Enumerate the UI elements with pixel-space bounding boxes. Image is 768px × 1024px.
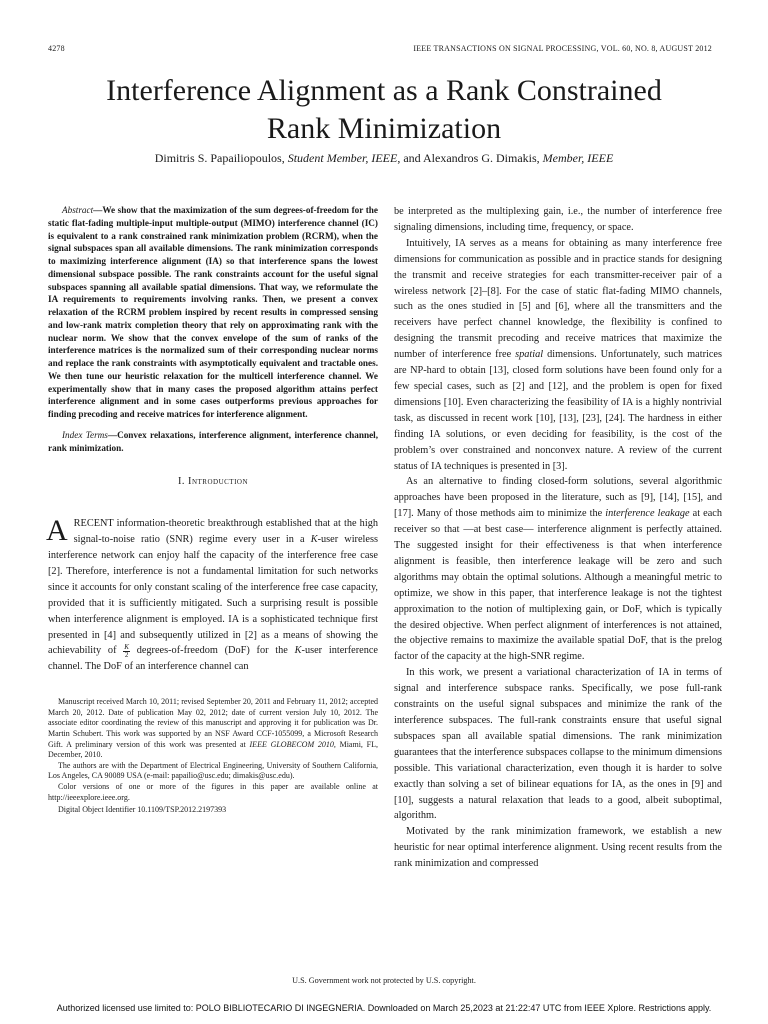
index-terms-text: —Convex relaxations, interference alignment, interference channel, rank minimization. [48, 429, 378, 453]
right-paragraph-1 [394, 236, 722, 475]
footnote-manuscript [48, 697, 378, 761]
journal-info: IEEE TRANSACTIONS ON SIGNAL PROCESSING, VOL. 60, NO. 8, AUGUST 2012 [413, 44, 712, 53]
title-line-1: Interference Alignment as a Rank Constrained [106, 74, 662, 107]
paper-title [40, 72, 728, 148]
author-joiner: , and Alexandros G. Dimakis, [397, 151, 540, 165]
license-line: Authorized licensed use limited to: POLO BIBLIOTECARIO DI INGEGNERIA. Downloaded on March 25,2023 at 21:22:47 UTC from IEEE Xplore. Restrictions apply. [56, 1003, 712, 1013]
fraction-numerator: K [124, 642, 129, 651]
intro-text-b: -user wireless interference network can enjoy half the capacity of the interference free case [2]. Therefore, interference is not a fundamental limitation for such networks since it accounts for only constant scaling of the interference free case capacity, provided that it is sufficiently mitigated. Such a surprising result is possible when interference alignment is employed. IA is a sophisticated technique first presented in [4] and subsequently utilized in [2] as a means of showing the achievability of [48, 534, 378, 657]
abstract [48, 204, 378, 421]
author-1: Dimitris S. Papailiopoulos, [154, 151, 285, 165]
right-p2-b: at each receiver so that —at best case— interference alignment is perfectly attained. The suggested insight for their effectiveness is that when interference alignment is feasible, then interference leakage will be zero and such algorithms may obtain the optimal solutions. Although a meaningful metric to optimize, we show in this paper, that interference leakage is not the tightest approximation to the notion of multiplexing gain, or DoF, which is typically the desired objective. When perfect alignment of interferences is not attained, the objective remains to maximize the available spatial DoF, that is the prelog factor of the capacity at the high-SNR regime. [394, 508, 722, 663]
title-line-2: Rank Minimization [266, 112, 502, 145]
running-header [48, 44, 712, 56]
intro-text-c: degrees-of-freedom (DoF) for the [129, 645, 295, 657]
right-p2-a: As an alternative to finding closed-form solutions, several algorithmic approaches have been proposed in the literature, such as [9], [14], [15], and [17]. Many of those methods aim to minimize the [394, 476, 722, 520]
footnote-manuscript-text: Manuscript received March 10, 2011; revised September 20, 2011 and February 11, 2012; accepted March 20, 2012. Date of publication May 02, 2012; date of current version July 10, 2012. The associate editor coordinating the review of this manuscript and approving it for publication was Dr. Martin Schubert. This work was supported by an NSF Award CCF-1055099, a Microsoft Research Gift. A preliminary version of this work was presented at [48, 697, 378, 749]
footnote-color: Color versions of one or more of the figures in this paper are available online at http://ieeexplore.ieee.org. [48, 781, 378, 802]
right-paragraph-4: Motivated by the rank minimization framework, we establish a new heuristic for near optimal interference alignment. Using recent results from the rank minimization and compressed [394, 826, 722, 870]
var-k: K [310, 534, 318, 546]
author-1-role: Student Member, IEEE [287, 151, 398, 165]
right-paragraph-3: In this work, we present a variational characterization of IA in terms of signal and interference subspace ranks. Specifically, we pose full-rank constraints on the useful signal subspaces and minimize the rank of the interference subspaces. The full-rank constraints ensure that useful signal subspaces span all available spatial dimensions. The rank minimization guarantees that the interference subspaces collapse to the minimum dimensions possible. This variational characterization, even though it is harder to solve exactly than solving a set of bilinear equations for IA, as the ones in [9] and [10], suggests a natural relaxation that leads to a good, albeit suboptimal, algorithm. [394, 667, 722, 822]
drop-cap: A [46, 514, 68, 548]
right-paragraph-0: be interpreted as the multiplexing gain, i.e., the number of interference free signaling dimensions, including time, frequency, or space. [394, 206, 722, 233]
fraction-k-over-2 [123, 644, 130, 659]
index-terms [48, 429, 378, 455]
intro-text-d: -user interference channel. The DoF of an interference channel can [48, 645, 379, 673]
var-k-2: K [294, 645, 302, 657]
right-p2-em: interference leakage [605, 508, 690, 520]
abstract-text: —We show that the maximization of the sum degrees-of-freedom for the static flat-fading multiple-input multiple-output (MIMO) interference channel (IC) is equivalent to a rank constrained rank minimization problem (RCRM), when the signal subspaces span all available dimensions. The rank minimization corresponds to maximizing interference alignment (IA) so that interference spans the lowest dimensional subspace possible. The rank constraints account for the useful signal subspaces spanning all available spatial dimensions. That way, we reformulate the IA requirements to requirements involving ranks. Then, we present a convex relaxation of the RCRM problem inspired by recent results in compressed sensing and low-rank matrix completion theory that rely on approximating rank with the nuclear norm. We show that the convex envelope of the sum of ranks of the interference matrices is the normalized sum of their corresponding nuclear norms and replace the rank constraints with asymptotically equivalent and tractable ones. We then tune our heuristic relaxation for the multicell interference channel. We experimentally show that in many cases the proposed algorithm attains perfect interference alignment and in some cases outperforms previous approaches for finding precoding and receive matrices for interference alignment. [48, 205, 378, 419]
section-number: I. [177, 476, 185, 488]
footnote-venue: IEEE GLOBECOM 2010 [249, 739, 334, 749]
right-p1-em: spatial [515, 349, 544, 361]
government-notice: U.S. Government work not protected by U.S. copyright. [292, 976, 476, 985]
left-column [48, 204, 378, 816]
intro-paragraph [48, 516, 378, 675]
page-number: 4278 [48, 44, 65, 53]
footnote-affiliation: The authors are with the Department of Electrical Engineering, University of Southern California, Los Angeles, CA 90089 USA (e-mail: papailio@usc.edu; dimakis@usc.edu). [48, 760, 378, 781]
right-p1-b: dimensions. Unfortunately, such matrices are NP-hard to obtain [13], closed form solutions have been found only for a few special cases, such as [2] and [12], and the problem is open for fixed dimensions [10]. Even characterizing the feasibility of IA is a highly nontrivial task, as discussed in recent work [10], [13], [23], [24]. The hardness in either finding IA solutions, or even deciding for feasibility, is the cost of the problem’s over constrained and nonconvex nature. A review of the current status of IA techniques is presented in [3]. [394, 349, 723, 472]
section-heading [48, 474, 378, 490]
author-line [40, 151, 728, 166]
abstract-label: Abstract [62, 205, 94, 215]
right-column [394, 204, 722, 872]
footnote-manuscript-end: , Miami, FL, December, 2010. [48, 739, 378, 760]
right-p1-a: Intuitively, IA serves as a means for obtaining as many interference free dimensions for communication as possible and in practice stands for designing the transmit and receive strategies for each transmitter-receiver pair of a wireless network [2]–[8]. For the case of static flat-fading MIMO channels, such as the ones studied in [5] and [6], where all the transmitters and the receivers have perfect channel knowledge, the flexibility is confined to designing the transmit precoding and receive matrices that maximize the number of interference free [394, 237, 722, 361]
intro-text-a: RECENT information-theoretic breakthrough established that at the high signal-to-noise ratio (SNR) regime every user in a [73, 518, 378, 546]
author-2-role: Member, IEEE [542, 151, 614, 165]
section-title: Introduction [188, 476, 249, 488]
right-paragraph-2 [394, 474, 722, 665]
index-terms-label: Index Terms [62, 429, 108, 440]
footnotes [48, 697, 378, 816]
footnote-doi: Digital Object Identifier 10.1109/TSP.2012.2197393 [58, 805, 227, 815]
fraction-denominator: 2 [124, 650, 129, 659]
